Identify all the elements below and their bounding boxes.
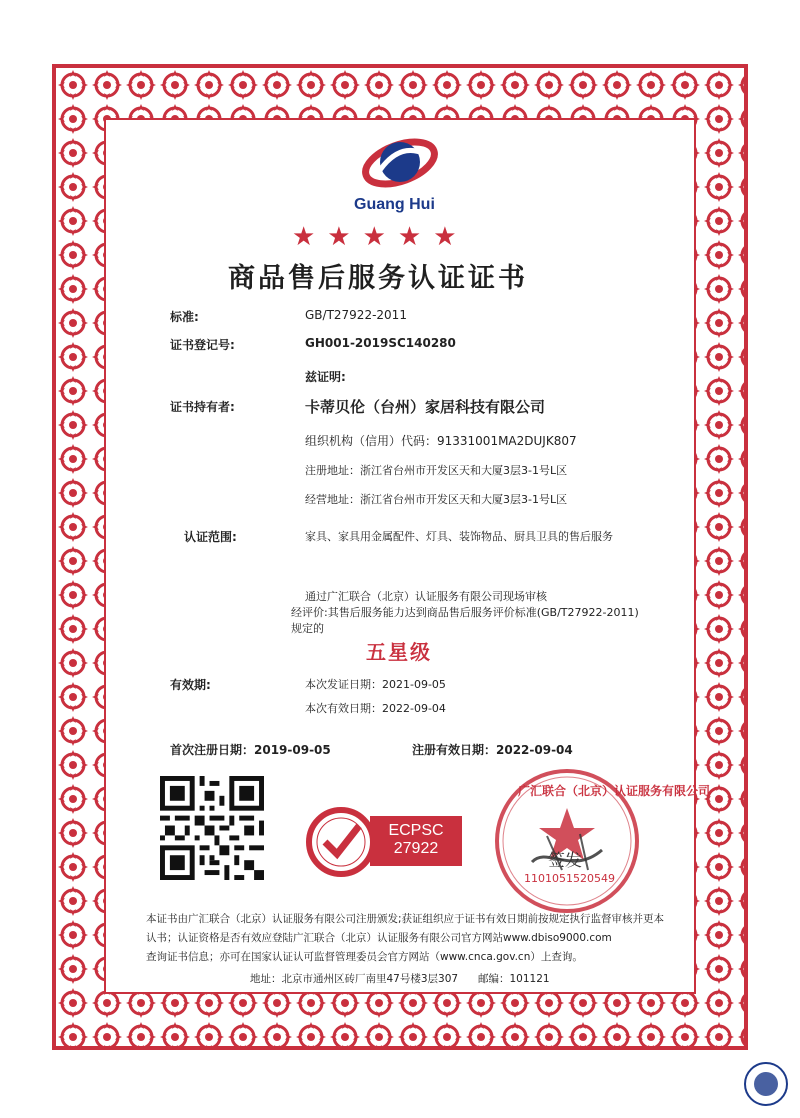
holder-label: 证书持有者: <box>170 400 235 414</box>
first-registration-date: 首次注册日期：2019-09-05 <box>170 743 331 757</box>
registration-expiry-date: 注册有效日期：2022-09-04 <box>412 743 573 757</box>
guang-hui-logo-icon <box>355 132 445 194</box>
org-code: 组织机构（信用）代码：91331001MA2DUJK807 <box>305 434 577 448</box>
corner-emblem-icon <box>742 1060 790 1108</box>
evaluation-line-3: 规定的 <box>291 622 324 635</box>
ecpsc-number: 27922 <box>393 840 439 857</box>
reg-no-value: GH001-2019SC140280 <box>305 336 456 350</box>
certify-label: 兹证明: <box>305 370 346 384</box>
qr-code-icon <box>160 776 264 880</box>
certificate-title: 商品售后服务认证证书 <box>228 263 528 294</box>
standard-label: 标准: <box>170 310 199 324</box>
five-stars-icon: ★★★★★ <box>292 222 469 252</box>
evaluation-line-2: 经评价:其售后服务能力达到商品售后服务评价标准(GB/T27922-2011) <box>291 606 639 619</box>
issue-date: 本次发证日期：2021-09-05 <box>305 678 446 691</box>
brand-name: Guang Hui <box>354 196 435 213</box>
business-address: 经营地址：浙江省台州市开发区天和大厦3层3-1号L区 <box>305 493 568 506</box>
scope-value: 家具、家具用金属配件、灯具、装饰物品、厨具卫具的售后服务 <box>305 530 613 543</box>
evaluation-line-1: 通过广汇联合（北京）认证服务有限公司现场审核 <box>305 590 547 603</box>
footer-postcode: 邮编：101121 <box>478 973 550 985</box>
footer-line-2: 认书；认证资格是否有效应登陆广汇联合（北京）认证服务有限公司官方网站www.dbiso9000.com <box>146 932 612 944</box>
footer-line-3: 查询证书信息；亦可在国家认证认可监督管理委员会官方网站（www.cnca.gov.cn）上查询。 <box>146 951 583 963</box>
seal-number: 1101051520549 <box>524 872 615 885</box>
seal-organization-text: 广汇联合（北京）认证服务有限公司 <box>518 784 711 798</box>
ecpsc-check-badge-icon <box>305 806 377 878</box>
registered-address: 注册地址：浙江省台州市开发区天和大厦3层3-1号L区 <box>305 464 568 477</box>
service-grade: 五星级 <box>366 640 432 664</box>
footer-address: 地址：北京市通州区砖厂南里47号楼3层307 <box>250 973 459 985</box>
standard-value: GB/T27922-2011 <box>305 308 407 322</box>
scope-label: 认证范围: <box>184 530 237 544</box>
footer-line-1: 本证书由广汇联合（北京）认证服务有限公司注册颁发;获证组织应于证书有效日期前按规定执行监督审核并更本 <box>146 913 665 925</box>
seal-signature-text: 签发 <box>548 851 582 871</box>
reg-no-label: 证书登记号: <box>170 338 235 352</box>
ecpsc-label: ECPSC <box>388 822 444 839</box>
ecpsc-badge <box>370 816 462 866</box>
holder-value: 卡蒂贝伦（台州）家居科技有限公司 <box>305 398 546 416</box>
validity-label: 有效期: <box>170 678 211 692</box>
expiry-date: 本次有效日期：2022-09-04 <box>305 702 446 715</box>
